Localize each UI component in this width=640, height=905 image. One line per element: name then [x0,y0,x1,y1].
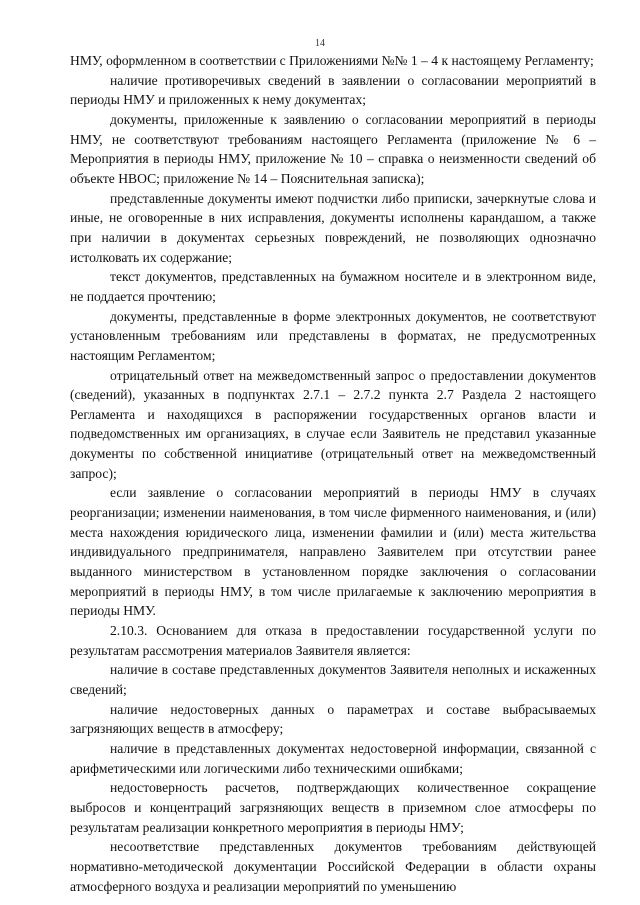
paragraph-noncompliant-documents: документы, приложенные к заявлению о согласовании мероприятий в периоды НМУ, не соответствуют требованиям настоящего Регламента (приложение № 6 – Мероприятия в периоды НМУ, приложение № 10 – справка о неизменности сведений об объекте НВОС; приложение № 14 – Пояснительная записка); [70,111,596,186]
paragraph-continuation: НМУ, оформленном в соответствии с Приложениями №№ 1 – 4 к настоящему Регламенту; [70,53,594,68]
document-body [70,51,596,896]
paragraph-unreliable-calculations: недостоверность расчетов, подтверждающих количественное сокращение выбросов и концентраций загрязняющих веществ в приземном слое атмосферы по результатам реализации конкретного мероприятия в периоды НМУ; [70,780,596,835]
paragraph-section-2-10-3: 2.10.3. Основанием для отказа в предоставлении государственной услуги по результатам рассмотрения материалов Заявителя является: [70,623,596,658]
paragraph-unreliable-data: наличие недостоверных данных о параметрах и составе выбрасываемых загрязняющих веществ в атмосферу; [70,701,596,737]
paragraph-unreadable-text: текст документов, представленных на бумажном носителе и в электронном виде, не поддается прочтению; [70,269,596,304]
paragraph-electronic-documents: документы, представленные в форме электронных документов, не соответствуют установленным требованиям или представлены в форматах, не предусмотренных настоящим Регламентом; [70,308,596,363]
paragraph-calculation-errors: наличие в представленных документах недостоверной информации, связанной с арифметическими или логическими либо техническими ошибками; [70,740,596,776]
paragraph-regulatory-mismatch: несоответствие представленных документов требованиям действующей нормативно-методической документации Российской Федерации в области охраны атмосферного воздуха и реализации мероприятий по уменьшению [70,839,596,894]
paragraph-negative-response: отрицательный ответ на межведомственный запрос о предоставлении документов (сведений), указанных в подпунктах 2.7.1 – 2.7.2 пункта 2.7 Раздела 2 настоящего Регламента и находящихся в распоряжении государственных органов власти и подведомственных им организациях, в случае если Заявитель не представил указанные документы по собственной инициативе (отрицательный ответ на межведомственный запрос); [70,367,596,481]
paragraph-contradictory-info: наличие противоречивых сведений в заявлении о согласовании мероприятий в периоды НМУ и приложенных к нему документах; [70,72,596,108]
paragraph-incomplete-info: наличие в составе представленных документов Заявителя неполных и искаженных сведений; [70,662,596,697]
paragraph-corrections: представленные документы имеют подчистки либо приписки, зачеркнутые слова и иные, не оговоренные в них исправления, документы исполнены карандашом, а также при наличии в документах серьезных повреждений, не позволяющих однозначно истолковать их содержание; [70,190,596,265]
page-number: 14 [315,38,325,49]
paragraph-reorganization: если заявление о согласовании мероприятий в периоды НМУ в случаях реорганизации; изменении наименования, в том числе фирменного наименования, и (или) места нахождения юридического лица, изменении фамилии и (или) места жительства индивидуального предпринимателя, направлено Заявителем при отсутствии ранее выданного министерством в установленном порядке заключения о согласовании мероприятий в периоды НМУ, в том числе прилагаемые к заключению мероприятия в периоды НМУ. [70,485,596,619]
